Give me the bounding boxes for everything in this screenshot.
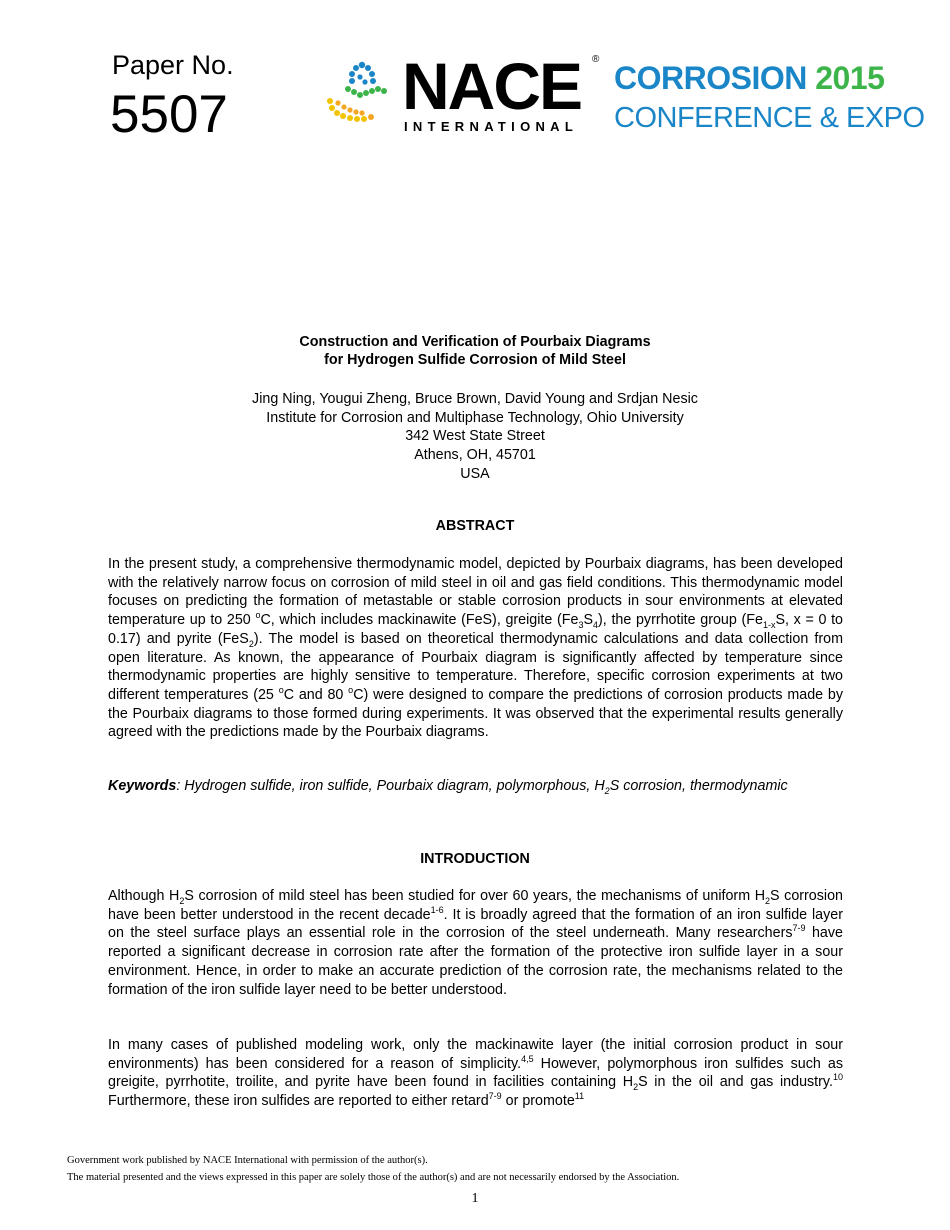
paper-number-label: Paper No. (112, 50, 234, 80)
author-block (0, 390, 950, 484)
introduction-paragraph-2: In many cases of published modeling work, only the mackinawite layer (the initial corrosion product in sour environments) has been considered for a reason of simplicity.$^{4,5}$ However, polymorphous iron sulfides such as greigite, pyrrhotite, troilite, and pyrite have been found in facilities containing $H_2S$ in the oil and gas industry.$^{10}$ Furthermore, these iron sulfides are reported to either retard$^{7-9}$ or promote$^{11}$ (108, 1037, 843, 1110)
footer-line-2: The material presented and the views expressed in this paper are solely those of the author(s) and are not necessarily endorsed by the Association. (67, 1172, 680, 1183)
logo-dots (327, 62, 387, 122)
introduction-heading: INTRODUCTION (420, 851, 530, 867)
author-street: 342 West State Street (405, 428, 545, 445)
conference-title (614, 60, 884, 96)
registered-mark: ® (592, 54, 600, 65)
conference-name: CORROSION (614, 60, 807, 96)
author-names: Jing Ning, Yougui Zheng, Bruce Brown, David Young and Srdjan Nesic (252, 391, 698, 407)
nace-logo-icon (322, 55, 402, 135)
paper-number: 5507 (110, 85, 228, 144)
title-line-2: for Hydrogen Sulfide Corrosion of Mild Steel (324, 352, 626, 368)
author-country: USA (460, 465, 490, 482)
abstract-heading: ABSTRACT (435, 518, 515, 534)
page-number: 1 (471, 1191, 479, 1206)
nace-international-label: INTERNATIONAL (404, 119, 579, 134)
conference-year: 2015 (815, 60, 885, 96)
title-line-1: Construction and Verification of Pourbaix Diagrams (299, 334, 651, 350)
nace-wordmark: NACE (402, 49, 582, 123)
keywords: Keywords: Hydrogen sulfide, iron sulfide, Pourbaix diagram, polymorphous, $H_2S$ corrosion, thermodynamic (108, 778, 788, 796)
author-institute: Institute for Corrosion and Multiphase Technology, Ohio University (266, 409, 684, 426)
author-city: Athens, OH, 45701 (414, 447, 536, 464)
keywords-label: Keywords (108, 778, 177, 794)
footer-line-1: Government work published by NACE International with permission of the author(s). (67, 1155, 428, 1166)
conference-subtitle: CONFERENCE & EXPO (614, 102, 925, 134)
abstract-body: In the present study, a comprehensive thermodynamic model, depicted by Pourbaix diagrams, has been developed with the relatively narrow focus on corrosion of mild steel in oil and gas field conditions. This thermodynamic model focuses on predicting the formation of metastable or stable corrosion products in sour environments at elevated temperature up to 250 $^o$C, which includes mackinawite (FeS), greigite $(Fe_3S_4)$, the pyrrhotite group ($Fe_{1-x}S$, x = 0 to 0.17) and pyrite (FeS$_2$). The model is based on theoretical thermodynamic calculations and data collection from open literature. As known, the appearance of Pourbaix diagram is significantly affected by temperature since thermodynamic properties are highly sensitive to temperature. Therefore, specific corrosion experiments at two different temperatures (25 $^o$C and 80 $^o$C) were designed to compare the predictions of corrosion products made by the Pourbaix diagrams to those formed during experiments. It was observed that the experimental results generally agreed with the predictions made by the Pourbaix diagrams. (108, 556, 843, 741)
introduction-paragraph-1: Although $H_2S$ corrosion of mild steel has been studied for over 60 years, the mechanisms of uniform $H_2S$ corrosion have been better understood in the recent decade$^{1-6}$. It is broadly agreed that the formation of an iron sulfide layer on the steel surface plays an essential role in the corrosion of the steel underneath. Many researchers$^{7-9}$ have reported a significant decrease in corrosion rate after the formation of the protective iron sulfide layer in a sour environment. Hence, in order to make an accurate prediction of the corrosion rate, the mechanisms related to the formation of the iron sulfide layer need to be better understood. (108, 888, 843, 998)
paper-title (0, 333, 950, 369)
